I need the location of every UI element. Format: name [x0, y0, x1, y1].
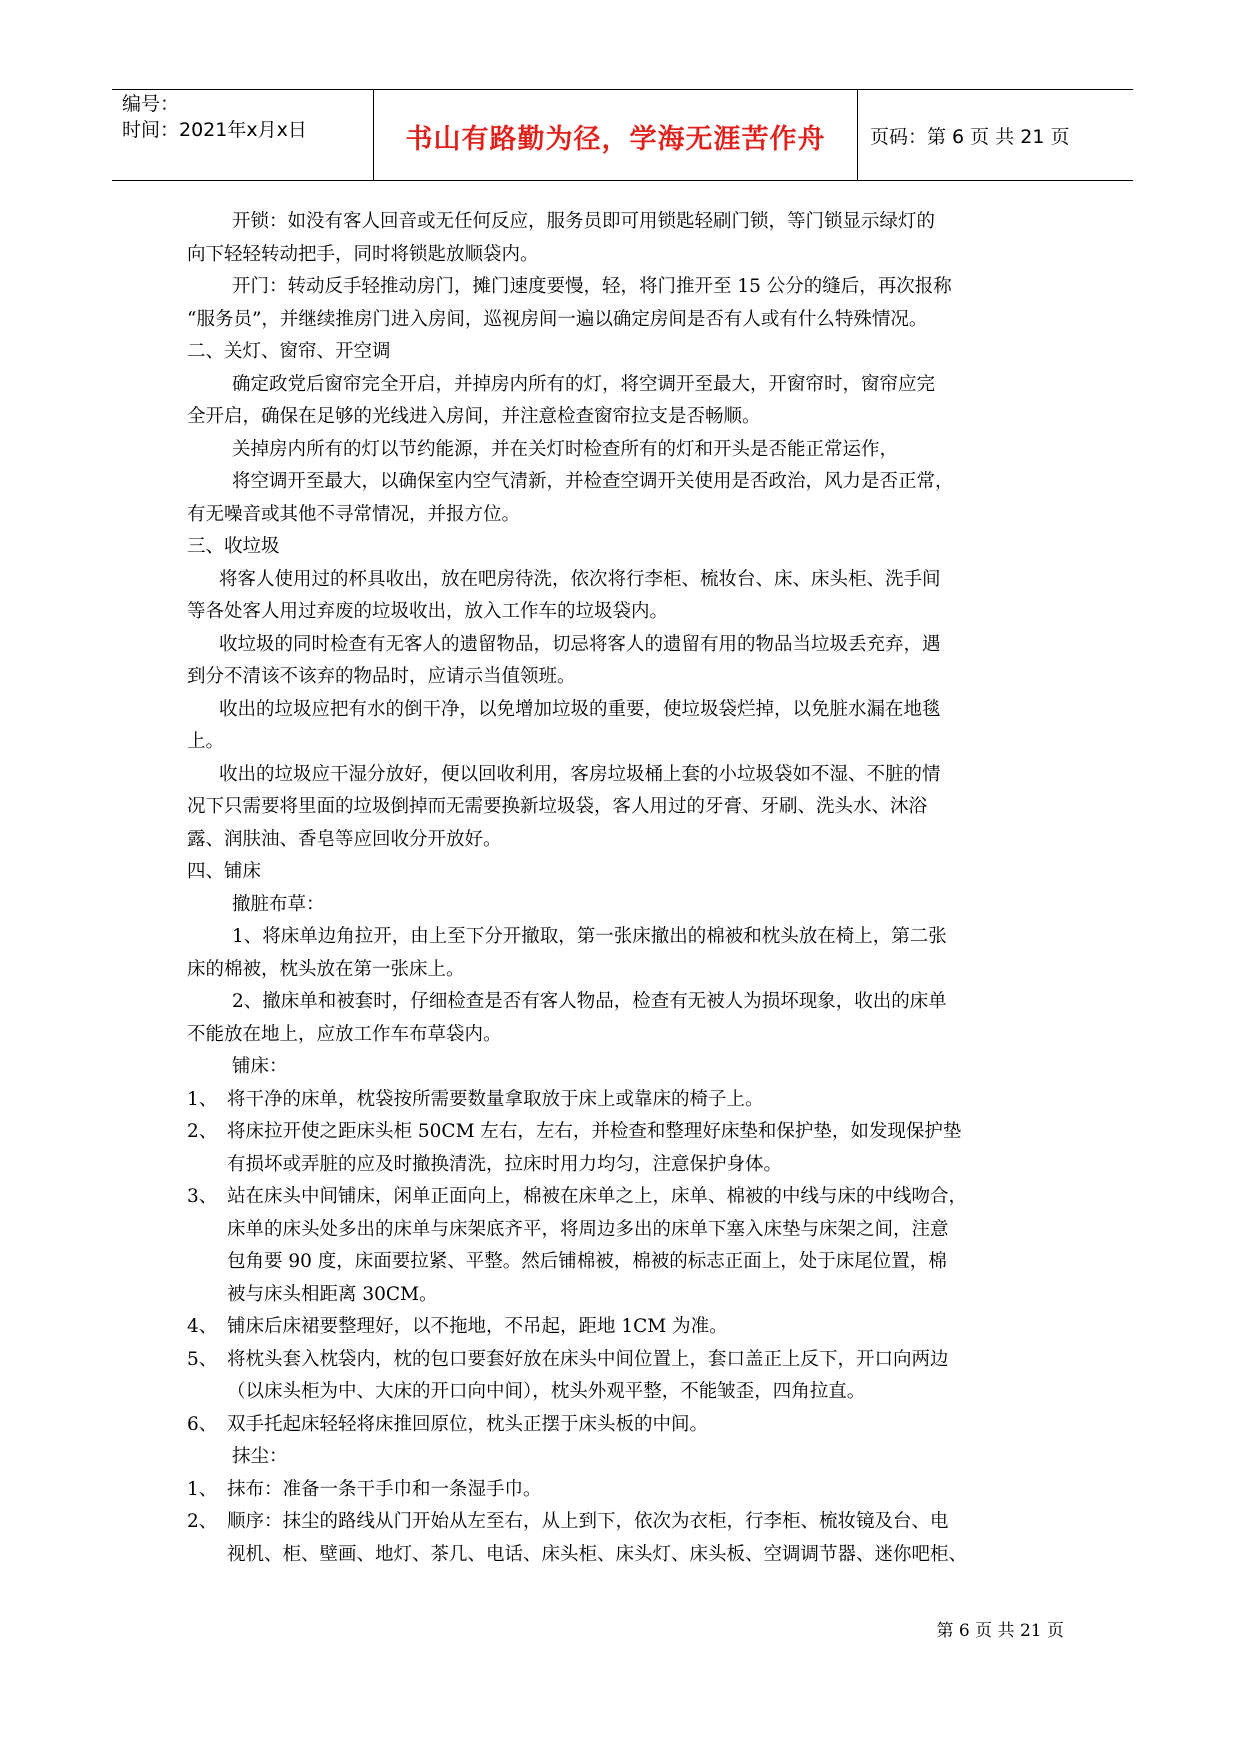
paragraph-lights: 关掉房内所有的灯以节约能源，并在关灯时检查所有的灯和开头是否能正常运作，	[232, 438, 899, 460]
paragraph-open-door	[187, 271, 1067, 304]
section-heading-bed: 四、铺床	[187, 861, 262, 882]
text-line: 等各处客人用过弃废的垃圾收出，放入工作车的垃圾袋内。	[187, 601, 669, 622]
list-text	[227, 1311, 1067, 1344]
document-date: 时间：2021年x月x日	[122, 119, 307, 141]
document-number-label: 编号：	[122, 93, 180, 115]
paragraph-curtains	[187, 369, 1067, 402]
bed-step-item	[187, 1311, 1067, 1344]
text-line: 不能放在地上，应放工作车布草袋内。	[187, 1023, 502, 1045]
text-line: 上。	[187, 731, 225, 752]
paragraph-water	[187, 694, 1067, 727]
subheading-strip-linen: 撤脏布草：	[232, 893, 325, 915]
list-text	[227, 1181, 1067, 1311]
text-line: 向下轻轻转动把手，同时将锁匙放顺袋内。	[187, 243, 539, 265]
text-line: 将床拉开使之距床头柜 50CM 左右，左右，并检查和整理好床垫和保护垫，如发现保护垫	[227, 1121, 962, 1142]
bed-step-item	[187, 1084, 1067, 1117]
list-text	[227, 1344, 1067, 1409]
list-number: 3、	[187, 1186, 218, 1207]
bed-step-item	[187, 1181, 1067, 1311]
motto-text: 书山有路勤为径，学海无涯苦作舟	[405, 123, 826, 155]
bed-step-item	[187, 1344, 1067, 1409]
paragraph-water-cont	[187, 726, 1067, 759]
dusting-step-item	[187, 1506, 1067, 1571]
text-line: 站在床头中间铺床，闲单正面向上，棉被在床单之上，床单、棉被的中线与床的中线吻合，	[227, 1186, 968, 1207]
bed-steps-list	[187, 1084, 1067, 1442]
text-line: 将空调开至最大，以确保室内空气清新，并检查空调开关使用是否政治，风力是否正常，	[232, 471, 954, 492]
list-number: 6、	[187, 1413, 218, 1435]
list-number: 2、	[187, 1121, 218, 1142]
paragraph-lost-items-cont	[187, 661, 1067, 694]
list-text	[227, 1084, 1067, 1117]
paragraph-sorting-cont	[187, 791, 1067, 824]
text-line: 2、撤床单和被套时，仔细检查是否有客人物品，检查有无被人为损坏现象，收出的床单	[232, 991, 947, 1012]
text-line: 抹布：准备一条干手巾和一条湿手巾。	[227, 1478, 542, 1500]
text-line: 将客人使用过的杯具收出，放在吧房待洗，依次将行李柜、梳妆台、床、床头柜、洗手间	[219, 568, 941, 590]
text-line: 双手托起床轻轻将床推回原位，枕头正摆于床头板的中间。	[227, 1413, 709, 1435]
text-line: 有损坏或弄脏的应及时撤换清洗，拉床时用力均匀，注意保护身体。	[227, 1153, 783, 1175]
text-line: 铺床后床裙要整理好，以不拖地，不吊起，距地 1CM 为准。	[227, 1316, 728, 1337]
dusting-steps-list	[187, 1474, 1067, 1572]
bed-step-item	[187, 1409, 1067, 1442]
text-line: 全开启，确保在足够的光线进入房间，并注意检查窗帘拉支是否畅顺。	[187, 406, 761, 427]
list-text	[227, 1409, 1067, 1442]
text-line: 开门：转动反手轻推动房门，摊门速度要慢，轻，将门推开至 15 公分的缝后，再次报称	[232, 276, 952, 297]
page-header	[112, 89, 1133, 181]
paragraph-strip-1-cont	[187, 954, 1067, 987]
list-number: 1、	[187, 1088, 218, 1110]
text-line: 被与床头相距离 30CM。	[227, 1283, 438, 1305]
text-line: 顺序：抹尘的路线从门开始从左至右，从上到下，依次为衣柜，行李柜、梳妆镜及台、电	[227, 1511, 949, 1532]
list-number: 2、	[187, 1511, 218, 1532]
text-line: 视机、柜、壁画、地灯、茶几、电话、床头柜、床头灯、床头板、空调调节器、迷你吧柜、	[227, 1543, 968, 1565]
text-line: 1、将床单边角拉开，由上至下分开撤取，第一张床撤出的棉被和枕头放在椅上，第二张	[232, 926, 947, 947]
text-line: 将枕头套入枕袋内，枕的包口要套好放在床头中间位置上，套口盖正上反下，开口向两边	[227, 1348, 949, 1370]
paragraph-sorting-cont2	[187, 824, 1067, 857]
paragraph-open-door-cont	[187, 304, 1067, 337]
text-line: 床单的床头处多出的床单与床架底齐平，将周边多出的床单下塞入床垫与床架之间，注意	[227, 1218, 949, 1240]
paragraph-unlock-cont	[187, 239, 1067, 272]
page-code: 页码：第 6 页 共 21 页	[870, 125, 1070, 148]
paragraph-unlock	[187, 206, 1067, 239]
header-page-cell	[858, 90, 1133, 180]
text-line: “服务员”，并继续推房门进入房间，巡视房间一遍以确定房间是否有人或有什么特殊情况。	[187, 308, 928, 330]
text-line: 将干净的床单，枕袋按所需要数量拿取放于床上或靠床的椅子上。	[227, 1088, 764, 1110]
subheading-dusting: 抹尘：	[232, 1446, 288, 1467]
header-motto-cell	[374, 90, 858, 180]
page-footer: 第 6 页 共 21 页	[936, 1621, 1064, 1641]
list-number: 1、	[187, 1478, 218, 1500]
paragraph-cups	[187, 564, 1067, 597]
paragraph-cups-cont	[187, 596, 1067, 629]
bed-step-item	[187, 1116, 1067, 1181]
text-line: 露、润肤油、香皂等应回收分开放好。	[187, 828, 502, 850]
section-heading-garbage: 三、收垃圾	[187, 536, 280, 557]
text-line: 收垃圾的同时检查有无客人的遗留物品，切忌将客人的遗留有用的物品当垃圾丢充弃，遇	[219, 633, 941, 655]
text-line: 收出的垃圾应把有水的倒干净，以免增加垃圾的重要，使垃圾袋烂掉，以免脏水漏在地毯	[219, 698, 941, 720]
document-body	[187, 206, 1067, 1571]
list-text	[227, 1506, 1067, 1571]
header-info-cell	[112, 90, 374, 180]
section-heading-lights: 二、关灯、窗帘、开空调	[187, 341, 391, 362]
text-line: 有无噪音或其他不寻常情况，并报方位。	[187, 503, 521, 525]
text-line: 况下只需要将里面的垃圾倒掉而无需要换新垃圾袋，客人用过的牙膏、牙刷、洗头水、沐浴	[187, 796, 928, 817]
list-number: 4、	[187, 1316, 218, 1337]
text-line: 床的棉被，枕头放在第一张床上。	[187, 958, 465, 980]
text-line: 确定政党后窗帘完全开启，并掉房内所有的灯，将空调开至最大，开窗帘时，窗帘应完	[232, 373, 936, 395]
text-line: 到分不清该不该弃的物品时，应请示当值领班。	[187, 666, 576, 687]
text-line: （以床头柜为中、大床的开口向中间），枕头外观平整，不能皱歪，四角拉直。	[227, 1381, 866, 1402]
list-number: 5、	[187, 1348, 218, 1370]
paragraph-sorting	[187, 759, 1067, 792]
paragraph-strip-2	[187, 986, 1067, 1019]
paragraph-strip-1	[187, 921, 1067, 954]
text-line: 收出的垃圾应干湿分放好，便以回收利用，客房垃圾桶上套的小垃圾袋如不湿、不脏的情	[219, 763, 941, 785]
paragraph-aircon	[187, 466, 1067, 499]
text-line: 包角要 90 度，床面要拉紧、平整。然后铺棉被，棉被的标志正面上，处于床尾位置，棉	[227, 1251, 947, 1272]
subheading-make-bed: 铺床：	[232, 1056, 288, 1077]
text-line: 开锁：如没有客人回音或无任何反应，服务员即可用锁匙轻刷门锁，等门锁显示绿灯的	[232, 211, 936, 232]
list-text	[227, 1474, 1067, 1507]
paragraph-aircon-cont	[187, 499, 1067, 532]
list-text	[227, 1116, 1067, 1181]
paragraph-lost-items	[187, 629, 1067, 662]
paragraph-curtains-cont	[187, 401, 1067, 434]
paragraph-strip-2-cont	[187, 1019, 1067, 1052]
dusting-step-item	[187, 1474, 1067, 1507]
